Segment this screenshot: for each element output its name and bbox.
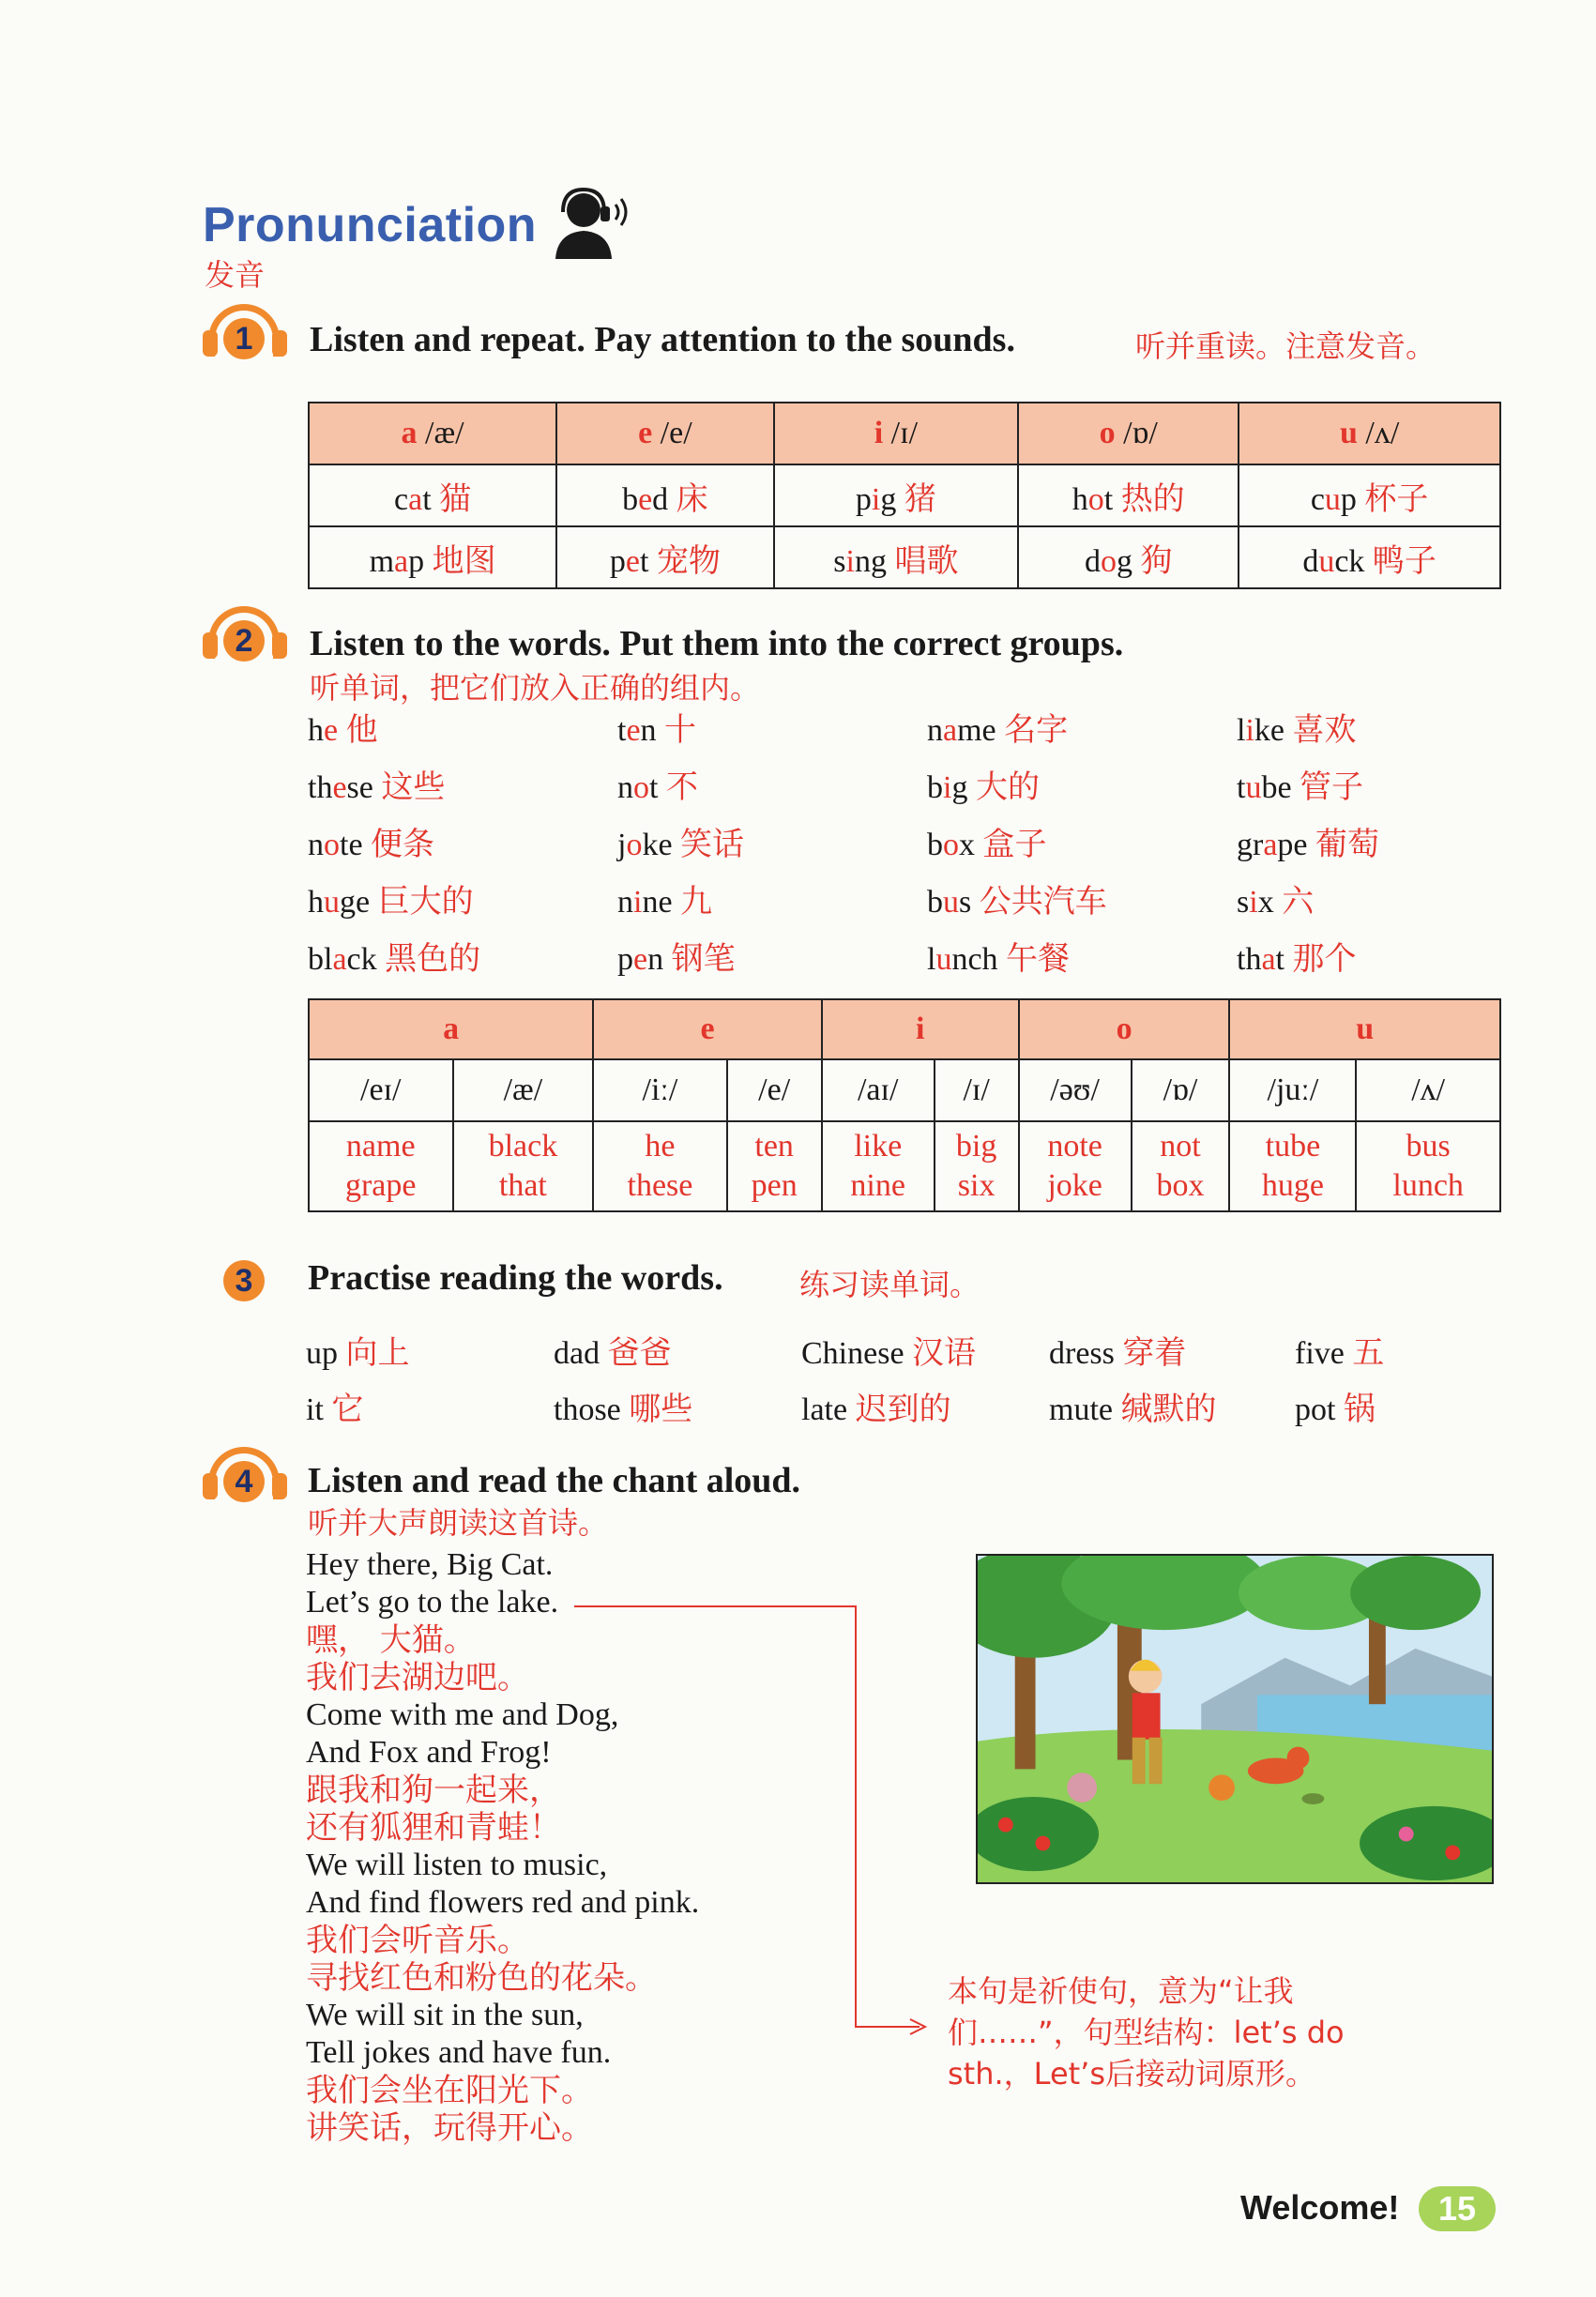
chant-line: Hey there, Big Cat. (306, 1547, 554, 1582)
word: joke 笑话 (617, 826, 745, 863)
ipa-cell: /iː/ (593, 1059, 726, 1121)
sound-header: o /ɒ/ (1018, 403, 1239, 464)
ipa-cell: /e/ (727, 1059, 822, 1121)
section2-heading: Listen to the words. Put them into the correct groups. (310, 624, 1124, 663)
section-badge-2: 2 (199, 604, 291, 670)
ipa-cell: /æ/ (453, 1059, 594, 1121)
ipa-cell: /juː/ (1229, 1059, 1356, 1121)
word: big 大的 (927, 768, 1040, 806)
word: grape 葡萄 (1237, 826, 1380, 863)
word: lunch 午餐 (927, 940, 1071, 978)
chant-line: And Fox and Frog! (306, 1735, 552, 1770)
word: black 黑色的 (308, 940, 481, 978)
answer-word: ten (754, 1129, 794, 1164)
answer-cell (727, 1121, 822, 1211)
word-item (617, 759, 744, 816)
answer-word: black (488, 1129, 558, 1164)
answer-word: these (627, 1168, 693, 1203)
word-item (1237, 702, 1379, 759)
sound-word-cell (1018, 464, 1239, 526)
ipa-cell: /ʌ/ (1356, 1059, 1500, 1121)
section2-heading-cn: 听单词，把它们放入正确的组内。 (310, 670, 761, 706)
answer-word: grape (344, 1168, 417, 1203)
example-word: pet 宠物 (609, 541, 721, 580)
word-item (927, 759, 1107, 816)
word-item (308, 874, 480, 931)
section-badge-3: 3 (199, 1244, 291, 1310)
word-item (308, 702, 480, 759)
practise-word: it 它 (306, 1391, 364, 1428)
chant-line-cn: 我们会听音乐。 (306, 1922, 529, 1959)
example-word: cat 猫 (394, 479, 472, 518)
chant-line: Let’s go to the lake. (306, 1585, 559, 1620)
example-word: pig 猪 (855, 479, 936, 518)
grammar-note: 本句是祈使句，意为“让我 们……”，句型结构：let’s do sth.，Let’s后接动词原形。 (948, 1973, 1345, 2092)
answer-word: note (1047, 1129, 1102, 1164)
answer-word: not (1160, 1129, 1201, 1164)
word-item (1237, 816, 1379, 874)
answer-word: joke (1047, 1168, 1102, 1203)
answer-cell (935, 1121, 1019, 1211)
sound-header: a /æ/ (309, 403, 556, 464)
word: pen 钢笔 (617, 940, 736, 978)
word: box 盒子 (927, 826, 1047, 863)
word-column-1 (308, 702, 480, 988)
chant-line: We will sit in the sun, (306, 1998, 584, 2032)
word-item (1237, 759, 1379, 816)
answer-word: pen (751, 1168, 798, 1203)
ipa-cell: /aɪ/ (822, 1059, 935, 1121)
practise-word: dress 穿着 (1049, 1334, 1187, 1372)
chant-line-cn: 寻找红色和粉色的花朵。 (306, 1959, 657, 1997)
example-word: bed 床 (622, 479, 708, 518)
section1-heading: Listen and repeat. Pay attention to the sounds. (310, 320, 1015, 359)
answer-word: huge (1261, 1168, 1324, 1203)
answer-cell (309, 1121, 453, 1211)
answer-cell (822, 1121, 935, 1211)
vowel-header: u (1229, 999, 1500, 1059)
answer-word: name (345, 1129, 416, 1164)
sound-header: i /ɪ/ (774, 403, 1019, 464)
vowel-header: i (822, 999, 1019, 1059)
word-item (1237, 874, 1379, 931)
word: these 这些 (308, 768, 446, 806)
word-item (617, 816, 744, 874)
sound-word-cell (1239, 526, 1500, 588)
example-word: cup 杯子 (1310, 479, 1429, 518)
word: name 名字 (927, 711, 1069, 749)
sound-word-cell (1018, 526, 1239, 588)
answer-cell (1019, 1121, 1132, 1211)
sound-table (308, 402, 1501, 589)
chant-line: We will listen to music, (306, 1848, 608, 1882)
practise-word: dad 爸爸 (554, 1334, 672, 1372)
example-word: duck 鸭子 (1302, 541, 1436, 580)
answer-cell (593, 1121, 726, 1211)
word-item (308, 759, 480, 816)
section4-heading: Listen and read the chant aloud. (308, 1461, 801, 1500)
ipa-cell: /ɪ/ (935, 1059, 1019, 1121)
page-title-cn: 发音 (205, 257, 266, 293)
practise-word: five 五 (1295, 1334, 1385, 1372)
page-title: Pronunciation (203, 198, 538, 252)
word-column-3 (927, 702, 1107, 988)
word-item (308, 931, 480, 988)
chant-line: And find flowers red and pink. (306, 1885, 700, 1920)
sound-word-cell (774, 526, 1019, 588)
practise-word: pot 锅 (1295, 1391, 1376, 1428)
section-badge-1: 1 (199, 302, 291, 368)
word-item (308, 816, 480, 874)
chant-line-cn: 还有狐狸和青蛙！ (306, 1809, 561, 1847)
footer-unit-title: Welcome! (1240, 2188, 1400, 2227)
answer-word: he (645, 1129, 676, 1164)
sound-word-cell (309, 464, 556, 526)
answer-cell (1356, 1121, 1500, 1211)
word-item (617, 874, 744, 931)
answer-cell (1229, 1121, 1356, 1211)
chant-line-cn: 嘿， 大猫。 (306, 1621, 476, 1659)
word-item (617, 931, 744, 988)
page-number: 15 (1419, 2186, 1496, 2231)
answer-word: six (957, 1168, 996, 1203)
answer-word: big (955, 1129, 997, 1164)
headphones-icon (550, 186, 632, 261)
vowel-header: o (1019, 999, 1230, 1059)
practise-word: those 哪些 (554, 1391, 693, 1428)
example-word: dog 狗 (1084, 541, 1173, 580)
word: six 六 (1237, 883, 1315, 920)
word: he 他 (308, 711, 378, 749)
section1-heading-cn: 听并重读。注意发音。 (1135, 328, 1436, 364)
word-item (927, 702, 1107, 759)
sound-word-cell (1239, 464, 1500, 526)
example-word: sing 唱歌 (833, 541, 959, 580)
answer-word: like (854, 1129, 903, 1164)
word: like 喜欢 (1237, 711, 1357, 749)
answer-word: tube (1265, 1129, 1321, 1164)
word: bus 公共汽车 (927, 883, 1107, 920)
practise-word: Chinese 汉语 (801, 1334, 977, 1372)
vowel-header: a (309, 999, 593, 1059)
word-item (927, 816, 1107, 874)
chant-line-cn: 讲笑话，玩得开心。 (306, 2109, 593, 2147)
ipa-cell: /əʊ/ (1019, 1059, 1132, 1121)
chant-line: Come with me and Dog, (306, 1697, 619, 1732)
grouping-table (308, 998, 1501, 1212)
word: nine 九 (617, 883, 713, 920)
answer-cell (1132, 1121, 1230, 1211)
word: ten 十 (617, 711, 697, 749)
word: huge 巨大的 (308, 883, 474, 920)
chant-line-cn: 我们去湖边吧。 (306, 1659, 529, 1696)
answer-word: box (1156, 1168, 1205, 1203)
vowel-header: e (593, 999, 821, 1059)
sound-header: e /e/ (556, 403, 773, 464)
answer-word: bus (1406, 1129, 1451, 1164)
section-badge-4: 4 (199, 1445, 291, 1511)
answer-word: that (498, 1168, 547, 1203)
word: note 便条 (308, 826, 435, 863)
sound-word-cell (774, 464, 1019, 526)
example-word: hot 热的 (1072, 479, 1185, 518)
practise-word: mute 缄默的 (1049, 1391, 1217, 1428)
word-item (617, 702, 744, 759)
word-column-2 (617, 702, 744, 988)
chant-line-cn: 我们会坐在阳光下。 (306, 2072, 593, 2109)
word-item (927, 874, 1107, 931)
sound-word-cell (556, 526, 773, 588)
section3-heading-cn: 练习读单词。 (799, 1267, 980, 1302)
practise-word: up 向上 (306, 1334, 410, 1372)
chant-line-cn: 跟我和狗一起来， (306, 1772, 561, 1809)
sound-word-cell (556, 464, 773, 526)
sound-header: u /ʌ/ (1239, 403, 1500, 464)
word: not 不 (617, 768, 698, 806)
word: tube 管子 (1237, 768, 1364, 806)
chant-illustration (976, 1554, 1494, 1884)
ipa-cell: /ɒ/ (1132, 1059, 1230, 1121)
word-column-4 (1237, 702, 1379, 988)
section3-heading: Practise reading the words. (308, 1258, 723, 1298)
note-connector-arrow (572, 1595, 938, 2046)
practise-word: late 迟到的 (801, 1391, 951, 1428)
example-word: map 地图 (369, 541, 496, 580)
sound-word-cell (309, 526, 556, 588)
ipa-cell: /eɪ/ (309, 1059, 453, 1121)
word: that 那个 (1237, 940, 1357, 978)
answer-cell (453, 1121, 594, 1211)
word-item (927, 931, 1107, 988)
word-item (1237, 931, 1379, 988)
section4-heading-cn: 听并大声朗读这首诗。 (308, 1505, 609, 1541)
answer-word: nine (850, 1168, 905, 1203)
answer-word: lunch (1392, 1168, 1464, 1203)
chant-line: Tell jokes and have fun. (306, 2035, 612, 2070)
